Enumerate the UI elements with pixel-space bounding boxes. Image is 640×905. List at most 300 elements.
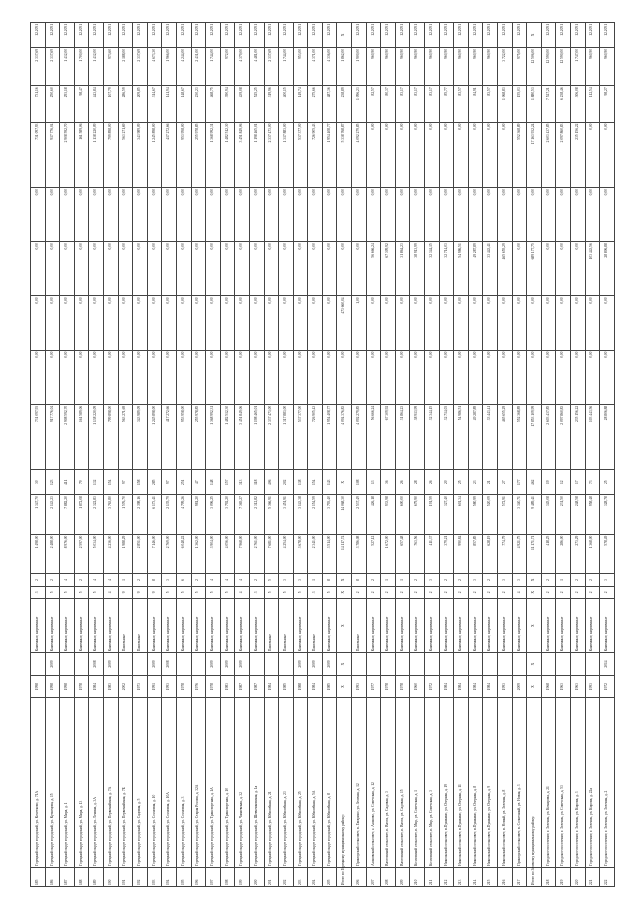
- cell-floors: 2: [541, 586, 556, 598]
- cell-cost-per-sqm: 731,16: [31, 86, 46, 122]
- cell-row-number: 203: [293, 867, 308, 886]
- cell-living-area: 2 398,16: [133, 495, 148, 535]
- cell-wall-material: Каменные, кирпичные: [585, 599, 600, 653]
- cell-cost-per-sqm: 107,79: [103, 86, 118, 122]
- cell-cost-per-sqm: 85,77: [439, 86, 454, 122]
- cell-living-area: 3 143,38: [293, 495, 308, 535]
- cell-total-cost: 417 272,66: [162, 404, 177, 470]
- cell-total-cost: 1 138 220,09: [89, 404, 104, 470]
- cell-federal-funds: 0,00: [89, 350, 104, 404]
- cell-deadline: 12.2051: [264, 23, 279, 48]
- cell-renovation-year: X: [337, 653, 352, 676]
- cell-renovation-year: [498, 653, 513, 676]
- cell-address: Асановский сельсовет, с. Асаново, ул. Советская, д. 12: [366, 698, 381, 867]
- cell-municipal-funds: 49 287,89: [468, 242, 483, 296]
- cell-total-area: 3 904,00: [206, 534, 221, 574]
- cell-residents: 12: [556, 470, 571, 495]
- table-row: [483, 23, 498, 887]
- cell-wall-material: Панельные: [133, 599, 148, 653]
- cell-row-number: 221: [585, 867, 600, 886]
- cell-wall-material: Каменные, кирпичные: [191, 599, 206, 653]
- cell-renovation-year: [31, 653, 46, 676]
- cell-municipal-funds: 0,00: [133, 242, 148, 296]
- cell-residents: 202: [279, 470, 294, 495]
- cell-cost-per-sqm: 141,94: [162, 86, 177, 122]
- cell-living-area: 2 135,79: [162, 495, 177, 535]
- cell-federal-funds: 0,00: [366, 350, 381, 404]
- cell-cost-per-sqm: 83,57: [454, 86, 469, 122]
- cell-address: Никольский сельсовет, п.Пушкино, ул. Озерная, д. 9: [483, 698, 498, 867]
- cell-total-area: 286,00: [556, 534, 571, 574]
- table-row: [31, 23, 46, 887]
- cell-other-funds: 161 589,06: [74, 122, 89, 188]
- cell-cost-per-sqm: 293,18: [60, 86, 75, 122]
- cell-row-number: 208: [381, 867, 396, 886]
- cell-limit-cost-per-sqm: 960,90: [600, 47, 615, 85]
- cell-municipal-funds: 0,00: [162, 242, 177, 296]
- table-row: [206, 23, 221, 887]
- cell-renovation-year: [60, 653, 75, 676]
- cell-entrances: 6: [176, 574, 191, 586]
- cell-limit-cost-per-sqm: 1 900,00: [352, 47, 367, 85]
- cell-total-cost: 726 905,43: [308, 404, 323, 470]
- cell-living-area: 679,90: [410, 495, 425, 535]
- cell-residents: 462: [527, 470, 542, 495]
- cell-total-cost: 731 097,93: [31, 404, 46, 470]
- cell-cost-per-sqm: 319,96: [264, 86, 279, 122]
- cell-municipal-funds: 0,00: [337, 242, 352, 296]
- table-row: [498, 23, 513, 887]
- cell-regional-funds: 0,00: [308, 296, 323, 350]
- cell-build-year: 1976: [191, 675, 206, 698]
- cell-federal-funds: 0,00: [279, 350, 294, 404]
- cell-total-cost: 1 954 408,77: [322, 404, 337, 470]
- cell-floors: 2: [556, 586, 571, 598]
- cell-residents: 157: [220, 470, 235, 495]
- cell-renovation-year: X: [527, 653, 542, 676]
- cell-renovation-year: [439, 653, 454, 676]
- cell-renovation-year: [468, 653, 483, 676]
- cell-floors: 9: [118, 586, 133, 598]
- cell-owner-funds: 0,00: [410, 188, 425, 242]
- cell-renovation-year: 2009: [322, 653, 337, 676]
- table-row: [512, 23, 527, 887]
- cell-total-cost: 552 368,89: [512, 404, 527, 470]
- cell-owner-funds: 0,00: [366, 188, 381, 242]
- cell-limit-cost-per-sqm: 960,90: [454, 47, 469, 85]
- cell-build-year: 1978: [74, 675, 89, 698]
- cell-limit-cost-per-sqm: 2 431,00: [191, 47, 206, 85]
- cell-total-area: 273,29: [570, 534, 585, 574]
- cell-other-funds: 0,00: [600, 122, 615, 188]
- cell-wall-material: Каменные, кирпичные: [439, 599, 454, 653]
- cell-municipal-funds: 56 666,24: [366, 242, 381, 296]
- cell-federal-funds: 0,00: [527, 350, 542, 404]
- cell-living-area: 328,78: [600, 495, 615, 535]
- cell-living-area: 2 143,23: [45, 495, 60, 535]
- cell-cost-per-sqm: 82,57: [366, 86, 381, 122]
- cell-federal-funds: 0,00: [483, 350, 498, 404]
- cell-floors: 2: [439, 586, 454, 598]
- cell-living-area: 4 799,26: [176, 495, 191, 535]
- table-row: [133, 23, 148, 887]
- cell-renovation-year: 2008: [162, 653, 177, 676]
- cell-municipal-funds: 28 806,88: [600, 242, 615, 296]
- cell-municipal-funds: 0,00: [512, 242, 527, 296]
- cell-cost-per-sqm: 83,17: [395, 86, 410, 122]
- cell-entrances: 2: [410, 574, 425, 586]
- cell-municipal-funds: 103 443,56: [585, 242, 600, 296]
- cell-build-year: 1988: [293, 675, 308, 698]
- cell-deadline: 12.2051: [220, 23, 235, 48]
- cell-cost-per-sqm: 7 527,21: [541, 86, 556, 122]
- cell-address: Горецкий округ городский, ул. Кузнецова, д. 15: [45, 698, 60, 867]
- cell-federal-funds: 0,00: [454, 350, 469, 404]
- cell-entrances: 3: [468, 574, 483, 586]
- cell-owner-funds: 0,00: [279, 188, 294, 242]
- cell-deadline: X: [527, 23, 542, 48]
- cell-federal-funds: 0,00: [191, 350, 206, 404]
- rotated-table: [30, 22, 615, 887]
- cell-owner-funds: 0,00: [541, 188, 556, 242]
- cell-total-cost: 799 898,00: [103, 404, 118, 470]
- cell-owner-funds: 0,00: [570, 188, 585, 242]
- cell-other-funds: 537 377,00: [293, 122, 308, 188]
- cell-municipal-funds: 0,00: [264, 242, 279, 296]
- cell-wall-material: Каменные, кирпичные: [147, 599, 162, 653]
- cell-limit-cost-per-sqm: 4 336,00: [322, 47, 337, 85]
- cell-row-number: 222: [600, 867, 615, 886]
- cell-total-cost: 49 287,89: [468, 404, 483, 470]
- cell-other-funds: 1 317 883,00: [279, 122, 294, 188]
- cell-renovation-year: [264, 653, 279, 676]
- cell-regional-funds: 0,00: [366, 296, 381, 350]
- cell-federal-funds: 0,00: [395, 350, 410, 404]
- cell-limit-cost-per-sqm: 12 590,00: [556, 47, 571, 85]
- cell-total-cost: 1 245 898,00: [147, 404, 162, 470]
- cell-total-cost: 32 714,03: [439, 404, 454, 470]
- cell-floors: 2: [498, 586, 513, 598]
- cell-regional-funds: 0,00: [133, 296, 148, 350]
- cell-wall-material: Каменные, кирпичные: [570, 599, 585, 653]
- cell-row-number: 193: [147, 867, 162, 886]
- cell-federal-funds: 0,00: [45, 350, 60, 404]
- cell-entrances: 2: [454, 574, 469, 586]
- cell-total-cost: 31 864,23: [395, 404, 410, 470]
- cell-floors: 9: [147, 586, 162, 598]
- cell-living-area: 231,50: [556, 495, 571, 535]
- register-table: [30, 22, 615, 887]
- cell-row-number: 189: [89, 867, 104, 886]
- cell-cost-per-sqm: 80,37: [381, 86, 396, 122]
- cell-entrances: 3: [600, 574, 615, 586]
- cell-owner-funds: 0,00: [89, 188, 104, 242]
- cell-federal-funds: 0,00: [308, 350, 323, 404]
- cell-living-area: 933,98: [381, 495, 396, 535]
- cell-total-cost: 1 482 512,30: [220, 404, 235, 470]
- cell-build-year: 1984: [439, 675, 454, 698]
- cell-floors: 2: [366, 586, 381, 598]
- cell-regional-funds: 0,00: [293, 296, 308, 350]
- cell-limit-cost-per-sqm: 4 371,00: [308, 47, 323, 85]
- cell-total-area: 774,79: [498, 534, 513, 574]
- cell-municipal-funds: 0,00: [541, 242, 556, 296]
- cell-other-funds: 563 271,69: [118, 122, 133, 188]
- cell-total-area: 4 236,00: [103, 534, 118, 574]
- cell-owner-funds: 0,00: [60, 188, 75, 242]
- cell-address: Горецкий округ городский, ул. Старая Россия, д. 32А: [191, 698, 206, 867]
- cell-total-area: 411,37: [425, 534, 440, 574]
- cell-owner-funds: 0,00: [425, 188, 440, 242]
- cell-wall-material: Каменные, кирпичные: [381, 599, 396, 653]
- cell-address: Никольский сельсовет, п.Пушкино, ул. Озерная, д. 11: [454, 698, 469, 867]
- cell-renovation-year: [585, 653, 600, 676]
- cell-municipal-funds: 38 913,99: [410, 242, 425, 296]
- cell-other-funds: 1 954 408,77: [322, 122, 337, 188]
- cell-cost-per-sqm: 209,85: [133, 86, 148, 122]
- cell-residents: 26: [425, 470, 440, 495]
- cell-deadline: 12.2051: [74, 23, 89, 48]
- cell-owner-funds: 0,00: [249, 188, 264, 242]
- cell-municipal-funds: 0,00: [31, 242, 46, 296]
- cell-residents: 25: [600, 470, 615, 495]
- table-row: [410, 23, 425, 887]
- cell-entrances: 2: [249, 574, 264, 586]
- cell-floors: 5: [74, 586, 89, 598]
- cell-regional-funds: 0,00: [570, 296, 585, 350]
- cell-renovation-year: 2009: [220, 653, 235, 676]
- cell-living-area: 572,91: [498, 495, 513, 535]
- cell-living-area: 6 173,41: [147, 495, 162, 535]
- cell-cost-per-sqm: 439,08: [235, 86, 250, 122]
- cell-renovation-year: [176, 653, 191, 676]
- cell-municipal-funds: 0,00: [293, 242, 308, 296]
- cell-build-year: 1978: [381, 675, 396, 698]
- cell-row-number: 204: [308, 867, 323, 886]
- cell-living-area: 958,48: [585, 495, 600, 535]
- cell-address: Вахтовский сельсовет, п. Вахта, ул. Садовая, д. 15: [395, 698, 410, 867]
- cell-living-area: 191,59: [425, 495, 440, 535]
- cell-total-cost: 1 198 465,01: [249, 404, 264, 470]
- cell-deadline: 12.2051: [381, 23, 396, 48]
- cell-living-area: 3 793,40: [322, 495, 337, 535]
- cell-deadline: 12.2051: [454, 23, 469, 48]
- cell-living-area: 2 154,59: [308, 495, 323, 535]
- cell-owner-funds: 0,00: [585, 188, 600, 242]
- cell-address: Городское поселение, г. Зеленск, ул. Кирова, д. 22а: [585, 698, 600, 867]
- cell-row-number: 213: [454, 867, 469, 886]
- cell-cost-per-sqm: 275,66: [308, 86, 323, 122]
- cell-row-number: 198: [220, 867, 235, 886]
- cell-address: Горецкий округ городский, ул. Шевченковская, д. 1а: [249, 698, 264, 867]
- cell-floors: 3: [31, 586, 46, 598]
- cell-other-funds: 1 198 465,01: [249, 122, 264, 188]
- cell-total-cost: 17 853 109,99: [527, 404, 542, 470]
- cell-wall-material: Каменные, кирпичные: [541, 599, 556, 653]
- cell-row-number: 192: [133, 867, 148, 886]
- cell-build-year: 1963: [556, 675, 571, 698]
- cell-renovation-year: [74, 653, 89, 676]
- cell-total-area: 3 514,00: [322, 534, 337, 574]
- cell-deadline: 12.2051: [45, 23, 60, 48]
- cell-total-cost: 255 978,85: [191, 404, 206, 470]
- cell-wall-material: Каменные, кирпичные: [74, 599, 89, 653]
- cell-municipal-funds: 0,00: [249, 242, 264, 296]
- cell-regional-funds: 0,00: [381, 296, 396, 350]
- cell-address: Горецкий округ городский, ул. Ленина, д. 3А: [89, 698, 104, 867]
- cell-federal-funds: 0,00: [425, 350, 440, 404]
- cell-entrances: 2: [74, 574, 89, 586]
- cell-floors: 4: [235, 586, 250, 598]
- cell-federal-funds: 0,00: [133, 350, 148, 404]
- cell-floors: 9: [133, 586, 148, 598]
- cell-wall-material: Каменные, кирпичные: [176, 599, 191, 653]
- cell-entrances: 2: [45, 574, 60, 586]
- cell-residents: 118: [249, 470, 264, 495]
- cell-floors: 5: [191, 586, 206, 598]
- table-row: [118, 23, 133, 887]
- cell-limit-cost-per-sqm: 960,90: [395, 47, 410, 85]
- cell-living-area: 9 489,41: [527, 495, 542, 535]
- cell-other-funds: 0,00: [439, 122, 454, 188]
- cell-other-funds: 0,00: [410, 122, 425, 188]
- cell-entrances: 1: [308, 574, 323, 586]
- cell-residents: 143: [322, 470, 337, 495]
- cell-regional-funds: 0,00: [191, 296, 206, 350]
- cell-regional-funds: 0,00: [235, 296, 250, 350]
- cell-renovation-year: 2009: [45, 653, 60, 676]
- cell-residents: 411: [60, 470, 75, 495]
- cell-total-area: 7 681,00: [264, 534, 279, 574]
- cell-entrances: 3: [498, 574, 513, 586]
- cell-total-area: 14 117,74: [337, 534, 352, 574]
- cell-municipal-funds: 0,00: [308, 242, 323, 296]
- cell-row-number: 191: [118, 867, 133, 886]
- cell-total-cost: 1 368 992,31: [206, 404, 221, 470]
- cell-living-area: 5 366,91: [264, 495, 279, 535]
- cell-renovation-year: [118, 653, 133, 676]
- cell-build-year: 1973: [133, 675, 148, 698]
- cell-total-area: 1 362,00: [191, 534, 206, 574]
- cell-deadline: 12.2051: [498, 23, 513, 48]
- cell-municipal-funds: 689 177,75: [527, 242, 542, 296]
- cell-address: Горецкий округ городский, ул. Юбилейная, д. 5А: [308, 698, 323, 867]
- cell-row-number: 211: [425, 867, 440, 886]
- cell-living-area: 345,08: [541, 495, 556, 535]
- table-row: [235, 23, 250, 887]
- table-row: [322, 23, 337, 887]
- cell-total-area: 2 769,00: [162, 534, 177, 574]
- table-row: [89, 23, 104, 887]
- cell-entrances: 2: [570, 574, 585, 586]
- cell-limit-cost-per-sqm: 4 673,30: [147, 47, 162, 85]
- cell-build-year: 1991: [147, 675, 162, 698]
- cell-floors: 3: [249, 586, 264, 598]
- cell-deadline: 12.2051: [308, 23, 323, 48]
- cell-deadline: X: [337, 23, 352, 48]
- cell-address: Горецкий округ городский, ул. Чапаевская, д. 32: [235, 698, 250, 867]
- cell-cost-per-sqm: 525,25: [249, 86, 264, 122]
- cell-regional-funds: 0,00: [176, 296, 191, 350]
- cell-other-funds: 0,00: [425, 122, 440, 188]
- cell-total-area: 2 488,00: [45, 534, 60, 574]
- cell-federal-funds: 0,00: [468, 350, 483, 404]
- cell-floors: 5: [60, 586, 75, 598]
- cell-regional-funds: 0,00: [162, 296, 177, 350]
- cell-limit-cost-per-sqm: 1 744,00: [206, 47, 221, 85]
- cell-owner-funds: 0,00: [264, 188, 279, 242]
- cell-wall-material: Каменные, кирпичные: [31, 599, 46, 653]
- cell-build-year: 1978: [206, 675, 221, 698]
- cell-floors: 5: [293, 586, 308, 598]
- cell-limit-cost-per-sqm: 1 432,00: [89, 47, 104, 85]
- cell-renovation-year: [541, 653, 556, 676]
- cell-federal-funds: 0,00: [512, 350, 527, 404]
- cell-federal-funds: 0,00: [206, 350, 221, 404]
- cell-limit-cost-per-sqm: 4 379,00: [235, 47, 250, 85]
- cell-owner-funds: 0,00: [45, 188, 60, 242]
- table-row: [279, 23, 294, 887]
- cell-other-funds: 953 958,00: [176, 122, 191, 188]
- cell-wall-material: Панельные: [118, 599, 133, 653]
- cell-cost-per-sqm: 443,84: [89, 86, 104, 122]
- cell-total-cost: 2 337 473,00: [264, 404, 279, 470]
- cell-build-year: X: [527, 675, 542, 698]
- cell-other-funds: 0,00: [498, 122, 513, 188]
- cell-row-number: 205: [322, 867, 337, 886]
- cell-residents: 154: [103, 470, 118, 495]
- cell-federal-funds: 0,00: [541, 350, 556, 404]
- cell-total-cost: 2 603 437,85: [541, 404, 556, 470]
- cell-wall-material: X: [527, 599, 542, 653]
- cell-regional-funds: 0,00: [147, 296, 162, 350]
- cell-limit-cost-per-sqm: 12 506,00: [527, 47, 542, 85]
- cell-wall-material: Каменные, кирпичные: [45, 599, 60, 653]
- cell-address: Горецкий округ городский, ул. Первомайская, д. 7Б: [118, 698, 133, 867]
- cell-residents: 158: [133, 470, 148, 495]
- cell-address: Никольский сельсовет, п.Пушкино, ул. Озерная, д. 8: [468, 698, 483, 867]
- cell-cost-per-sqm: 238,89: [337, 86, 352, 122]
- cell-total-cost: 38 913,99: [410, 404, 425, 470]
- cell-regional-funds: 1,00: [352, 296, 367, 350]
- cell-residents: 79: [74, 470, 89, 495]
- cell-federal-funds: 0,00: [147, 350, 162, 404]
- cell-row-number: 215: [483, 867, 498, 886]
- cell-municipal-funds: 32 344,15: [425, 242, 440, 296]
- cell-total-area: 3 678,00: [293, 534, 308, 574]
- cell-limit-cost-per-sqm: 1 966,00: [162, 47, 177, 85]
- cell-address: Горецкий округ городский, ул. Первомайская, д. 7А: [103, 698, 118, 867]
- cell-regional-funds: 0,00: [556, 296, 571, 350]
- cell-wall-material: Каменные, кирпичные: [454, 599, 469, 653]
- table-row: [439, 23, 454, 887]
- cell-residents: 251: [176, 470, 191, 495]
- cell-address: Горецкий округ городский, ул. Юбилейная, д. 21: [264, 698, 279, 867]
- cell-living-area: 3 451,91: [279, 495, 294, 535]
- cell-cost-per-sqm: 400,15: [279, 86, 294, 122]
- cell-renovation-year: [454, 653, 469, 676]
- cell-limit-cost-per-sqm: 960,90: [410, 47, 425, 85]
- cell-floors: 4: [103, 586, 118, 598]
- cell-total-cost: 4 094 376,83: [337, 404, 352, 470]
- cell-regional-funds: 0,00: [31, 296, 46, 350]
- cell-entrances: 2: [133, 574, 148, 586]
- cell-federal-funds: 0,00: [103, 350, 118, 404]
- cell-municipal-funds: 67 309,92: [381, 242, 396, 296]
- cell-renovation-year: 2009: [147, 653, 162, 676]
- cell-municipal-funds: 54 986,51: [454, 242, 469, 296]
- cell-build-year: 1985: [322, 675, 337, 698]
